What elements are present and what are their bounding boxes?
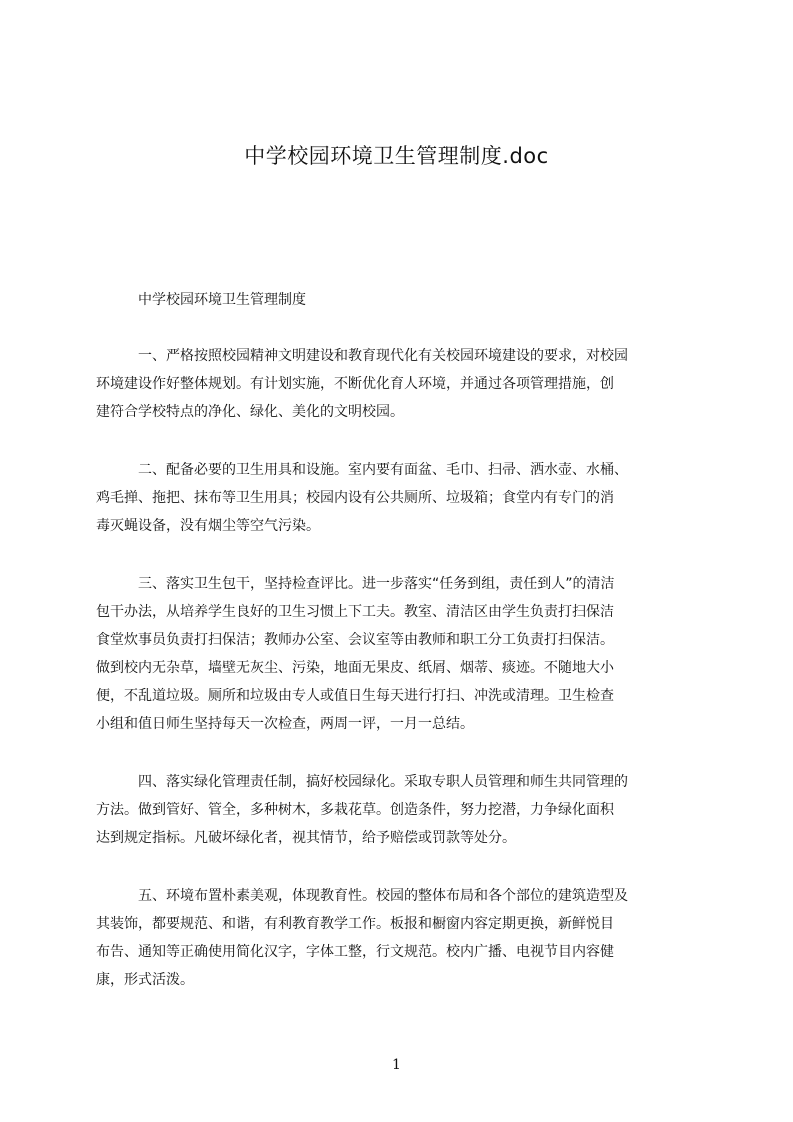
paragraph-line: 环境建设作好整体规划。有计划实施，不断优化育人环境，并通过各项管理措施，创 bbox=[96, 376, 614, 392]
paragraph-line: 三、落实卫生包干，坚持检查评比。进一步落实“任务到组，责任到人”的清洁 bbox=[138, 576, 615, 592]
section-heading: 中学校园环境卫生管理制度 bbox=[138, 292, 306, 308]
paragraph-line: 二、配备必要的卫生用具和设施。室内要有面盆、毛巾、扫帚、洒水壶、水桶、 bbox=[138, 462, 628, 478]
document-body bbox=[96, 288, 699, 994]
paragraph bbox=[96, 882, 699, 994]
paragraph-line: 方法。做到管好、管全，多种树木，多栽花草。创造条件，努力挖潜，力争绿化面积 bbox=[96, 802, 614, 818]
paragraph-line: 便，不乱道垃圾。厕所和垃圾由专人或值日生每天进行打扫、冲洗或清理。卫生检查 bbox=[96, 688, 614, 704]
paragraph-line: 五、环境布置朴素美观，体现教育性。校园的整体布局和各个部位的建筑造型及 bbox=[138, 888, 628, 904]
paragraph-line: 包干办法，从培养学生良好的卫生习惯上下工夫。教室、清洁区由学生负责打扫保洁 bbox=[96, 604, 614, 620]
paragraph-line: 毒灭蝇设备，没有烟尘等空气污染。 bbox=[96, 518, 320, 534]
document-title: 中学校园环境卫生管理制度.doc bbox=[244, 144, 549, 168]
paragraph-list bbox=[96, 342, 699, 994]
paragraph-line: 鸡毛掸、拖把、抹布等卫生用具；校园内设有公共厕所、垃圾箱；食堂内有专门的消 bbox=[96, 490, 614, 506]
paragraph-line: 小组和值日师生坚持每天一次检查，两周一评，一月一总结。 bbox=[96, 716, 474, 732]
paragraph bbox=[96, 570, 699, 738]
paragraph-line: 做到校内无杂草，墙壁无灰尘、污染，地面无果皮、纸屑、烟蒂、痰迹。不随地大小 bbox=[96, 660, 614, 676]
paragraph bbox=[96, 768, 699, 852]
page-number: 1 bbox=[392, 1057, 401, 1073]
paragraph-line: 一、严格按照校园精神文明建设和教育现代化有关校园环境建设的要求，对校园 bbox=[138, 348, 628, 364]
paragraph-line: 四、落实绿化管理责任制，搞好校园绿化。采取专职人员管理和师生共同管理的 bbox=[138, 774, 628, 790]
paragraph-line: 建符合学校特点的净化、绿化、美化的文明校园。 bbox=[96, 404, 404, 420]
paragraph bbox=[96, 456, 699, 540]
paragraph-line: 达到规定指标。凡破坏绿化者，视其情节，给予赔偿或罚款等处分。 bbox=[96, 830, 516, 846]
paragraph-line: 其装饰，都要规范、和谐，有利教育教学工作。板报和橱窗内容定期更换，新鲜悦目 bbox=[96, 916, 614, 932]
paragraph-line: 康，形式活泼。 bbox=[96, 972, 194, 988]
paragraph-line: 布告、通知等正确使用简化汉字，字体工整，行文规范。校内广播、电视节目内容健 bbox=[96, 944, 614, 960]
paragraph-line: 食堂炊事员负责打扫保洁；教师办公室、会议室等由教师和职工分工负责打扫保洁。 bbox=[96, 632, 614, 648]
paragraph bbox=[96, 342, 699, 426]
